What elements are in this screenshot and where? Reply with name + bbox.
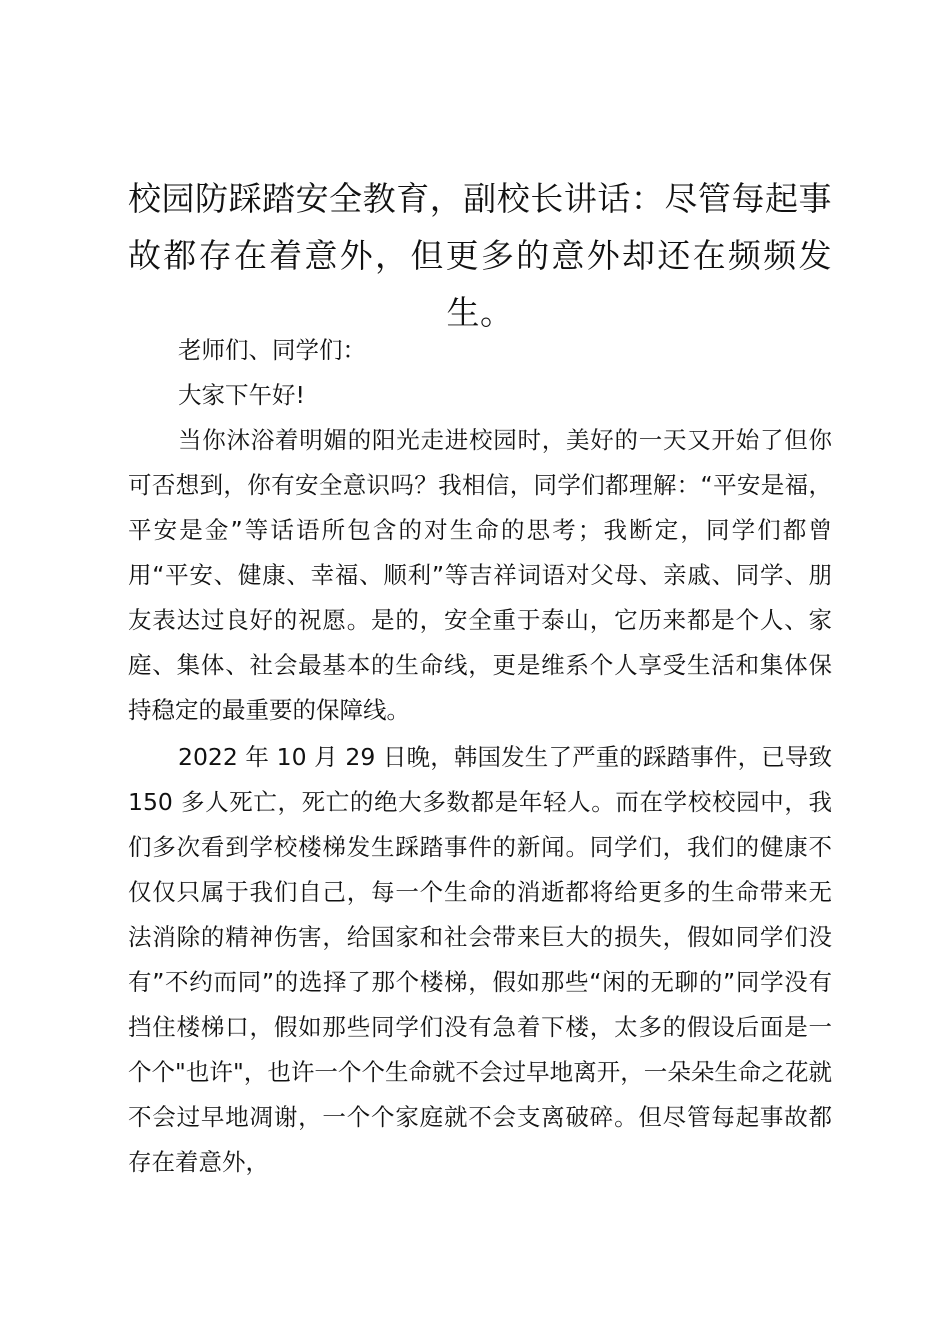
body-paragraph: 当你沐浴着明媚的阳光走进校园时，美好的一天又开始了但你可否想到，你有安全意识吗？我相信，同学们都理解：“平安是福，平安是金”等话语所包含的对生命的思考；我断定，同学们都曾用“平安、健康、幸福、顺利”等吉祥词语对父母、亲戚、同学、朋友表达过良好的祝愿。是的，安全重于泰山，它历来都是个人、家庭、集体、社会最基本的生命线，更是维系个人享受生活和集体保持稳定的最重要的保障线。	[128, 426, 832, 724]
body-paragraph: 2022 年 10 月 29 日晚，韩国发生了严重的踩踏事件，已导致 150 多人死亡，死亡的绝大多数都是年轻人。而在学校校园中，我们多次看到学校楼梯发生踩踏事件的新闻。同学们，我们的健康不仅仅只属于我们自己，每一个生命的消逝都将给更多的生命带来无法消除的精神伤害，给国家和社会带来巨大的损失，假如同学们没有”不约而同”的选择了那个楼梯，假如那些“闲的无聊的”同学没有挡住楼梯口，假如那些同学们没有急着下楼，太多的假设后面是一个个"也许"，也许一个个生命就不会过早地离开，一朵朵生命之花就不会过早地凋谢，一个个家庭就不会支离破碎。但尽管每起事故都存在着意外，	[128, 743, 832, 1176]
document-body	[128, 328, 832, 1185]
salutation-paragraph: 老师们、同学们：	[178, 336, 366, 364]
document-title: 校园防踩踏安全教育，副校长讲话：尽管每起事故都存在着意外，但更多的意外却还在频频发生。	[128, 179, 832, 332]
greeting-paragraph: 大家下午好!	[178, 381, 305, 409]
